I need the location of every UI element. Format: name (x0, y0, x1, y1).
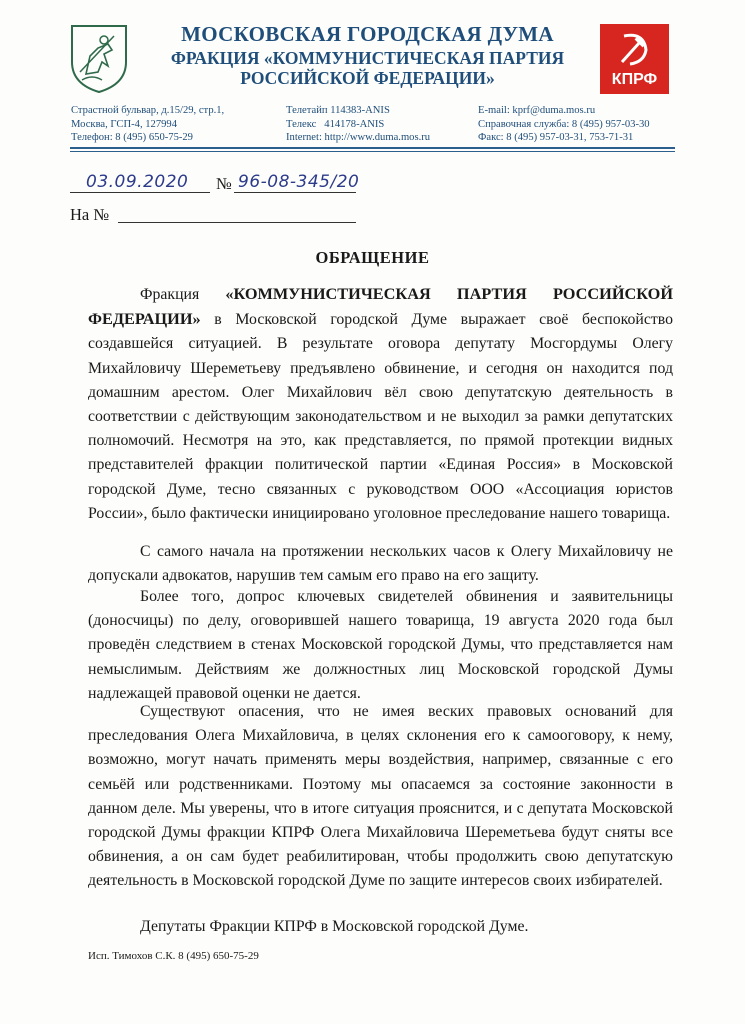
paragraph-2: С самого начала на протяжении нескольких часов к Олегу Михайловичу не допускали адвокатов, нарушив тем самым его право на его защиту. (88, 543, 673, 585)
kprf-logo (600, 24, 669, 94)
outgoing-number: 96-08-345/20 (238, 172, 360, 192)
outgoing-date: 03.09.2020 (86, 172, 189, 192)
date-underline (70, 192, 210, 193)
org-name: МОСКОВСКАЯ ГОРОДСКАЯ ДУМА (181, 22, 554, 46)
contacts-teletype: Телетайп 114383-ANIS Телекс 414178-ANIS Internet: http://www.duma.mos.ru (286, 105, 431, 143)
paragraph-4: Существуют опасения, что не имея веских правовых оснований для преследования Олега Михайловича, в целях склонения его к самооговору, к нему, возможно, могут начать применять меры воздействия, например, связанные с его семьёй или родственниками. Поэтому мы опасаемся за состояние законности в данном деле. Мы уверены, что в итоге ситуация прояснится, и с депутата Московской городской Думы фракции КПРФ Олега Михайловича Шереметьева будут сняты все обвинения, а он сам будет реабилитирован, чтобы продолжить свою депутатскую деятельность в Московской городской Думе по защите интересов своих избирателей. (88, 703, 673, 890)
header-divider (70, 147, 675, 149)
signature-line: Депутаты Фракции КПРФ в Московской городской Думе. (140, 918, 529, 935)
reference-label: На № (70, 205, 110, 224)
moscow-coat-of-arms-logo (68, 22, 130, 94)
contacts-address: Страстной бульвар, д.15/29, стр.1, Москва, ГСП-4, 127994 Телефон: 8 (495) 650-75-29 (71, 105, 225, 143)
faction-name-line1: ФРАКЦИЯ «КОММУНИСТИЧЕСКАЯ ПАРТИЯ (170, 48, 565, 68)
faction-name-line2: РОССИЙСКОЙ ФЕДЕРАЦИИ» (240, 68, 495, 88)
paragraph-3: Более того, допрос ключевых свидетелей обвинения и заявительницы (доносчицы) по делу, оговорившей нашего товарища, 19 августа 2020 года был проведён следствием в стенах Московской городской Думы, что представляется нам немыслимым. Действиям же должностных лиц Московской городской Думы надлежащей правовой оценки не дается. (88, 588, 673, 702)
kprf-logo-text: КПРФ (611, 71, 658, 88)
number-underline (234, 192, 356, 193)
faction-name-bold: «КОММУНИСТИЧЕСКАЯ ПАРТИЯ РОССИЙСКОЙ ФЕДЕРАЦИИ» (88, 284, 673, 329)
hammer-sickle-icon (600, 24, 669, 72)
document-title: ОБРАЩЕНИЕ (315, 248, 430, 267)
paragraph-1: Фракция «КОММУНИСТИЧЕСКАЯ ПАРТИЯ РОССИЙСКОЙ ФЕДЕРАЦИИ» в Московской городской Думе выражает своё беспокойство создавшейся ситуацией. В результате оговора депутату Мосгордумы Олегу Михайловичу Шереметьеву предъявлено обвинение, и сегодня он находится под домашним арестом. Олег Михайлович вёл свою депутатскую деятельность в соответствии с действующим законодательством и не выходил за рамки депутатских полномочий. Несмотря на это, как представляется, по прямой протекции видных представителей фракции политической партии «Единая Россия» в Московской городской Думе, тесно связанных с руководством ООО «Ассоциация юристов России», было фактически инициировано уголовное преследование нашего товарища. (88, 284, 673, 522)
number-label: № (216, 174, 232, 193)
reference-underline (118, 222, 356, 223)
header-divider-thin (70, 151, 675, 152)
contacts-email: E-mail: kprf@duma.mos.ru Справочная служба: 8 (495) 957-03-30 Факс: 8 (495) 957-03-31, 753-71-31 (478, 105, 650, 143)
executor-note: Исп. Тимохов С.К. 8 (495) 650-75-29 (88, 950, 259, 962)
